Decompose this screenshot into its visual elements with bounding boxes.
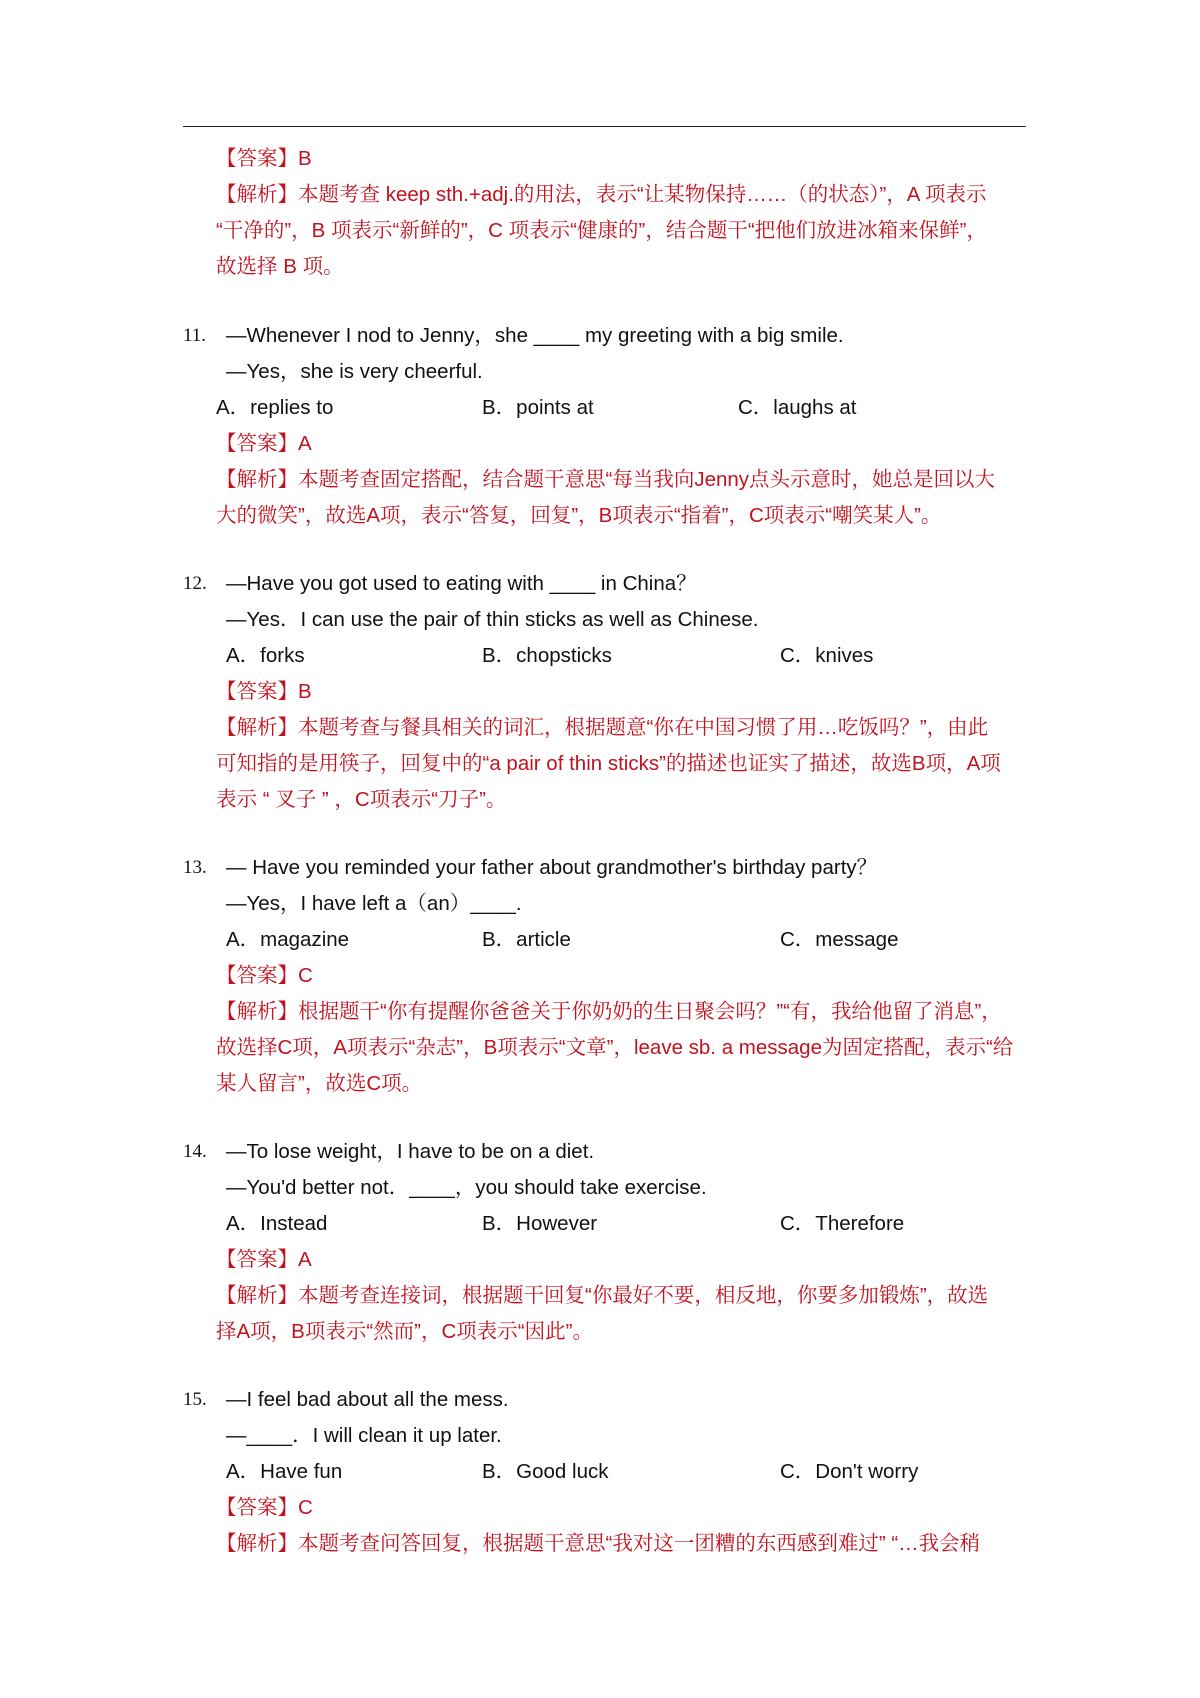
option-b: B．However <box>482 1212 598 1235</box>
header-rule <box>183 126 1026 127</box>
analysis-line: 可知指的是用筷子，回复中的“a pair of thin sticks”的描述也证实了描述，故选B项，A项 <box>216 752 1001 775</box>
answer-label: 【答案】B <box>216 147 312 170</box>
question-number: 12. <box>183 573 207 594</box>
question-stem: —I feel bad about all the mess. <box>226 1388 509 1411</box>
option-b: B．points at <box>482 396 594 419</box>
question-number: 15. <box>183 1389 207 1410</box>
option-a: A．Have fun <box>226 1460 343 1483</box>
option-c: C．laughs at <box>738 396 857 419</box>
option-b: B．Good luck <box>482 1460 609 1483</box>
analysis-line: 故选择C项，A项表示“杂志”，B项表示“文章”，leave sb. a message为固定搭配，表示“给 <box>216 1036 1014 1059</box>
question-number: 11. <box>183 325 207 346</box>
option-a: A．replies to <box>216 396 334 419</box>
option-a: A．Instead <box>226 1212 328 1235</box>
question-stem: —To lose weight，I have to be on a diet. <box>226 1140 595 1163</box>
answer-label: 【答案】C <box>216 1496 313 1519</box>
question-stem: — Have you reminded your father about grandmother's birthday party？ <box>226 856 878 879</box>
analysis-line: 【解析】本题考查问答回复，根据题干意思“我对这一团糟的东西感到难过” “…我会稍 <box>216 1532 981 1555</box>
analysis-line: 【解析】本题考查连接词，根据题干回复“你最好不要，相反地，你要多加锻炼”，故选 <box>216 1284 989 1307</box>
option-b: B．chopsticks <box>482 644 612 667</box>
answer-label: 【答案】A <box>216 432 312 455</box>
question-reply: —You'd better not．____，you should take exercise. <box>226 1176 707 1199</box>
question-number: 13. <box>183 857 207 878</box>
answer-label: 【答案】A <box>216 1248 312 1271</box>
analysis-line: 【解析】根据题干“你有提醒你爸爸关于你奶奶的生日聚会吗？”“有，我给他留了消息”， <box>216 1000 1002 1023</box>
question-reply: —____．I will clean it up later. <box>226 1424 502 1447</box>
option-b: B．article <box>482 928 571 951</box>
question-stem: —Have you got used to eating with ____ in China？ <box>226 572 697 595</box>
analysis-line: 【解析】本题考查固定搭配，结合题干意思“每当我向Jenny点头示意时，她总是回以大 <box>216 468 996 491</box>
analysis-line: 大的微笑”，故选A项，表示“答复，回复”，B项表示“指着”，C项表示“嘲笑某人”。 <box>216 504 942 527</box>
question-stem: —Whenever I nod to Jenny，she ____ my greeting with a big smile. <box>226 324 844 347</box>
answer-label: 【答案】C <box>216 964 313 987</box>
analysis-line: 【解析】本题考查与餐具相关的词汇，根据题意“你在中国习惯了用…吃饭吗？”，由此 <box>216 716 989 739</box>
option-a: A．magazine <box>226 928 350 951</box>
analysis-line: 表示 “ 叉子 ” ，C项表示“刀子”。 <box>216 788 507 811</box>
option-c: C．message <box>780 928 899 951</box>
option-c: C．Therefore <box>780 1212 905 1235</box>
question-reply: —Yes．I can use the pair of thin sticks as well as Chinese. <box>226 608 759 631</box>
analysis-line: “干净的”，B 项表示“新鲜的”，C 项表示“健康的”，结合题干“把他们放进冰箱来保鲜”， <box>216 219 987 242</box>
question-reply: —Yes，I have left a（an）____. <box>226 892 522 915</box>
question-number: 14. <box>183 1141 207 1162</box>
option-a: A．forks <box>226 644 305 667</box>
analysis-line: 【解析】本题考查 keep sth.+adj.的用法，表示“让某物保持……（的状态）”，A 项表示 <box>216 183 987 206</box>
option-c: C．knives <box>780 644 874 667</box>
answer-label: 【答案】B <box>216 680 312 703</box>
analysis-line: 故选择 B 项。 <box>216 255 344 278</box>
analysis-line: 某人留言”，故选C项。 <box>216 1072 423 1095</box>
option-c: C．Don't worry <box>780 1460 919 1483</box>
question-reply: —Yes，she is very cheerful. <box>226 360 483 383</box>
analysis-line: 择A项，B项表示“然而”，C项表示“因此”。 <box>216 1320 593 1343</box>
